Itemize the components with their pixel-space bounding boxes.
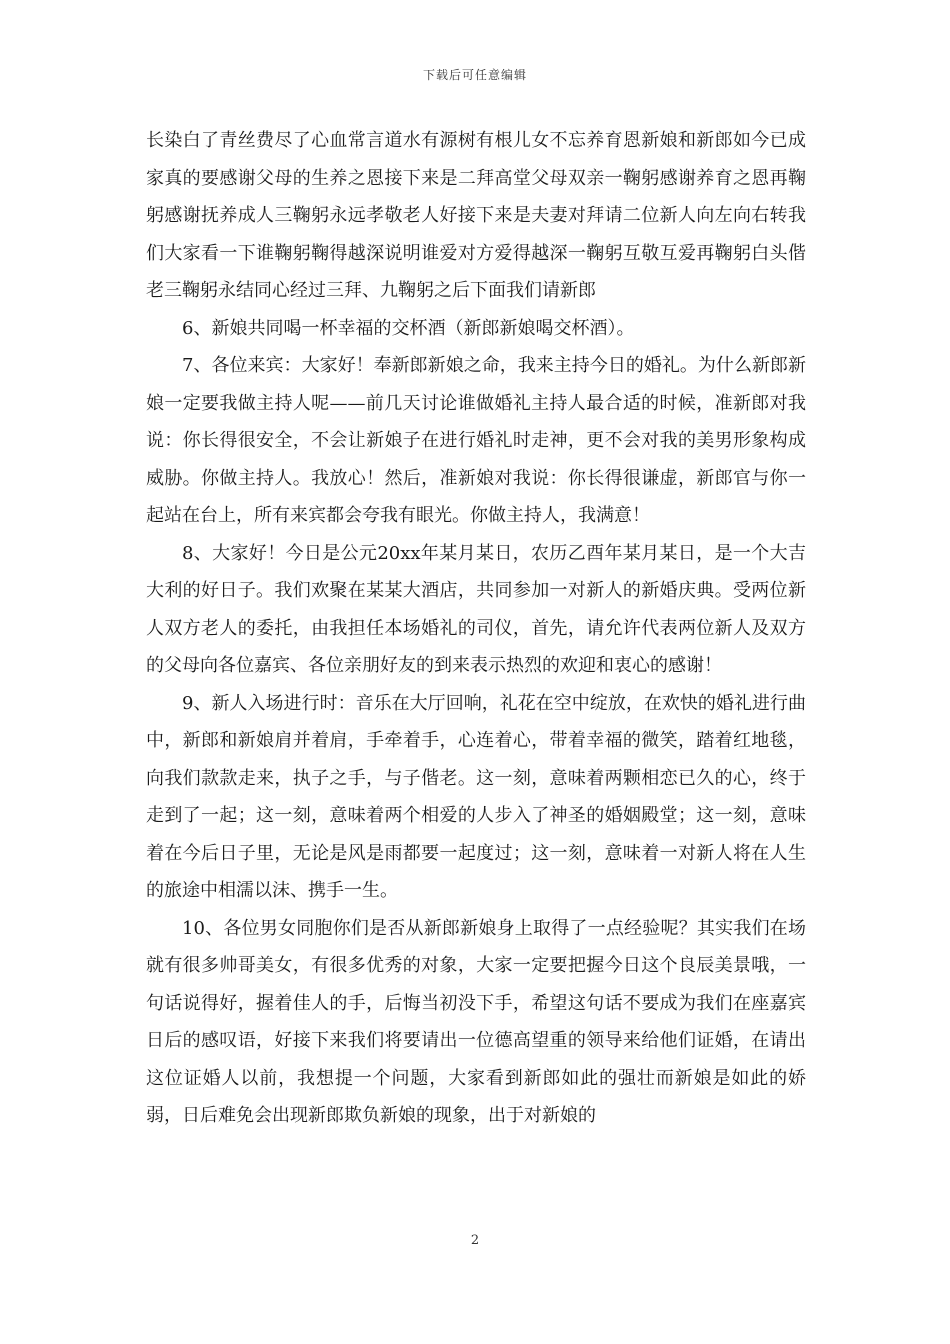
paragraph-item-8: 8、大家好！今日是公元20xx年某月某日，农历乙酉年某月某日，是一个大吉大利的好日子。我们欢聚在某某大酒店，共同参加一对新人的新婚庆典。受两位新人双方老人的委托，由我担任本场婚礼的司仪，首先，请允许代表两位新人及双方的父母向各位嘉宾、各位亲朋好友的到来表示热烈的欢迎和衷心的感谢！ [146, 542, 806, 676]
document-body [146, 122, 806, 1135]
paragraph-continuation: 长染白了青丝费尽了心血常言道水有源树有根儿女不忘养育恩新娘和新郎如今已成家真的要感谢父母的生养之恩接下来是二拜高堂父母双亲一鞠躬感谢养育之恩再鞠躬感谢抚养成人三鞠躬永远孝敬老人好接下来是夫妻对拜请二位新人向左向右转我们大家看一下谁鞠躬鞠得越深说明谁爱对方爱得越深一鞠躬互敬互爱再鞠躬白头偕老三鞠躬永结同心经过三拜、九鞠躬之后下面我们请新郎 [146, 130, 806, 301]
paragraph-item-9: 9、新人入场进行时：音乐在大厅回响，礼花在空中绽放，在欢快的婚礼进行曲中，新郎和新娘肩并着肩，手牵着手，心连着心，带着幸福的微笑，踏着红地毯，向我们款款走来，执子之手，与子偕老。这一刻，意味着两颗相恋已久的心，终于走到了一起；这一刻，意味着两个相爱的人步入了神圣的婚姻殿堂；这一刻，意味着在今后日子里，无论是风是雨都要一起度过；这一刻，意味着一对新人将在人生的旅途中相濡以沫、携手一生。 [146, 692, 806, 901]
paragraph-item-6: 6、新娘共同喝一杯幸福的交杯酒（新郎新娘喝交杯酒）。 [182, 317, 635, 339]
paragraph-item-10: 10、各位男女同胞你们是否从新郎新娘身上取得了一点经验呢？其实我们在场就有很多帅哥美女，有很多优秀的对象，大家一定要把握今日这个良辰美景哦，一句话说得好，握着佳人的手，后悔当初没下手，希望这句话不要成为我们在座嘉宾日后的感叹语，好接下来我们将要请出一位德高望重的领导来给他们证婚，在请出这位证婚人以前，我想提一个问题，大家看到新郎如此的强壮而新娘是如此的娇弱，日后难免会出现新郎欺负新娘的现象，出于对新娘的 [146, 917, 806, 1126]
page-header-note: 下载后可任意编辑 [422, 68, 527, 82]
page-number: 2 [470, 1233, 480, 1248]
paragraph-item-7: 7、各位来宾：大家好！奉新郎新娘之命，我来主持今日的婚礼。为什么新郎新娘一定要我做主持人呢——前几天讨论谁做婚礼主持人最合适的时候，准新郎对我说：你长得很安全，不会让新娘子在进行婚礼时走神，更不会对我的美男形象构成威胁。你做主持人。我放心！然后，准新娘对我说：你长得很谦虚，新郎官与你一起站在台上，所有来宾都会夸我有眼光。你做主持人，我满意！ [146, 355, 806, 526]
